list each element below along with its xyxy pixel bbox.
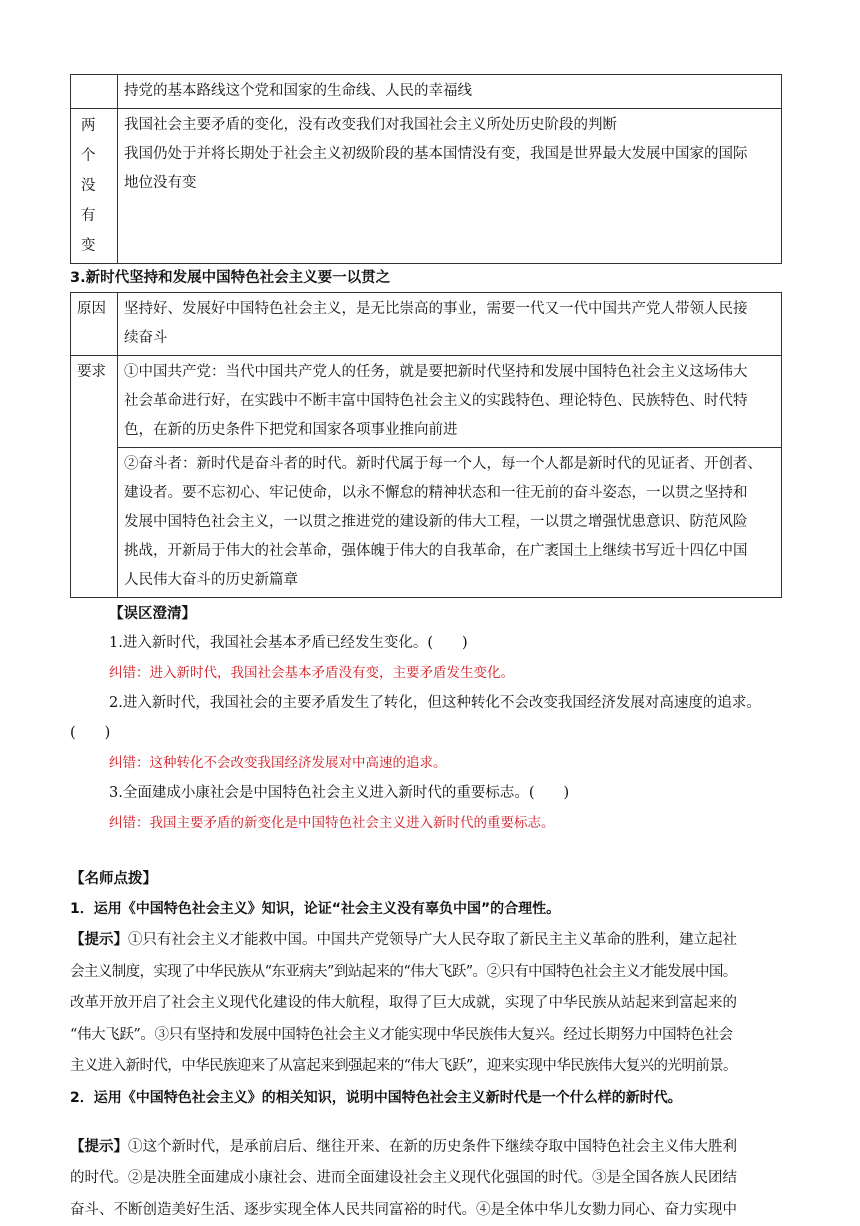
misconception-title: 【误区澄清】 [70, 600, 784, 628]
correction-item: 纠错：进入新时代，我国社会基本矛盾没有变，主要矛盾发生变化。 [70, 658, 784, 688]
section-heading: 3.新时代坚持和发展中国特色社会主义要一以贯之 [70, 264, 784, 292]
cell-line: 色，在新的历史条件下把党和国家各项事业推向前进 [124, 416, 775, 445]
cell-line: 挑战，开新局于伟大的社会革命，强体魄于伟大的自我革命，在广袤国土上继续书写近十四亿中国 [124, 537, 775, 566]
question-item: 1.进入新时代，我国社会基本矛盾已经发生变化。( ) [70, 628, 784, 658]
table-row [71, 75, 782, 109]
tips-answer: 【提示】①只有社会主义才能救中国。中国共产党领导广大人民夺取了新民主主义革命的胜利，建立起社 会主义制度，实现了中华民族从“东亚病夫”到站起来的“伟大飞跃”。②只有中国特色社会主义才能发展中国。 改革开放开启了社会主义现代化建设的伟大航程，取得了巨大成就，实现了中华民族从站起来到富起来的 “伟大飞跃”。③只有坚持和发展中国特色社会主义才能实现中华民族伟大复兴。经过长期努力中国特色社会 主义进入新时代，中华民族迎来了从富起来到强起来的“伟大飞跃”，迎来实现中华民族伟大复兴的光明前景。 [70, 924, 784, 1083]
table-cell [118, 448, 782, 598]
cell-line: ②奋斗者：新时代是奋斗者的时代。新时代属于每一个人，每一个人都是新时代的见证者、开创者、 [124, 450, 775, 479]
tips-question: 1．运用《中国特色社会主义》知识，论证“社会主义没有辜负中国”的合理性。 [70, 894, 784, 924]
cell-line: 续奋斗 [124, 324, 775, 353]
table-cell [118, 356, 782, 448]
row-label-two-unchanged: 两个没有变 [71, 109, 118, 264]
cell-line: 我国仍处于并将长期处于社会主义初级阶段的基本国情没有变，我国是世界最大发展中国家的国际 [124, 140, 775, 169]
cell-line: 地位没有变 [124, 169, 775, 198]
cell-text: 持党的基本路线这个党和国家的生命线、人民的幸福线 [124, 83, 472, 99]
cell-line: ①中国共产党：当代中国共产党人的任务，就是要把新时代坚持和发展中国特色社会主义这场伟大 [124, 358, 775, 387]
tips-question: 2．运用《中国特色社会主义》的相关知识，说明中国特色社会主义新时代是一个什么样的新时代。 [70, 1083, 784, 1113]
table-row [71, 293, 782, 356]
table-cell [118, 293, 782, 356]
cell-line: 建设者。要不忘初心、牢记使命，以永不懈怠的精神状态和一往无前的奋斗姿态，一以贯之坚持和 [124, 479, 775, 508]
correction-item: 纠错：这种转化不会改变我国经济发展对中高速的追求。 [70, 748, 784, 778]
row-label-reason: 原因 [71, 293, 118, 356]
cell-line: 发展中国特色社会主义，一以贯之推进党的建设新的伟大工程，一以贯之增强忧患意识、防范风险 [124, 508, 775, 537]
table-consistency [70, 292, 782, 598]
tips-answer: 【提示】①这个新时代，是承前启后、继往开来、在新的历史条件下继续夺取中国特色社会主义伟大胜利 的时代。②是决胜全面建成小康社会、进而全面建设社会主义现代化强国的时代。③是全国各族人民团结 奋斗、不断创造美好生活、逐步实现全体人民共同富裕的时代。④是全体中华儿女勠力同心、奋力实现中 [70, 1131, 784, 1226]
misconception-section [70, 600, 784, 838]
cell-line: 坚持好、发展好中国特色社会主义，是无比崇高的事业，需要一代又一代中国共产党人带领人民接 [124, 295, 775, 324]
table-row [71, 109, 782, 264]
correction-item: 纠错：我国主要矛盾的新变化是中国特色社会主义进入新时代的重要标志。 [70, 808, 784, 838]
table-cell [118, 75, 782, 109]
cell-line: 人民伟大奋斗的历史新篇章 [124, 566, 775, 595]
question-item: 2.进入新时代，我国社会的主要矛盾发生了转化，但这种转化不会改变我国经济发展对高速度的追求。 ( ) [70, 688, 784, 748]
cell-line: 我国社会主要矛盾的变化，没有改变我们对我国社会主义所处历史阶段的判断 [124, 111, 775, 140]
table-cell-empty [71, 75, 118, 109]
question-item: 3.全面建成小康社会是中国特色社会主义进入新时代的重要标志。( ) [70, 778, 784, 808]
document-page [70, 74, 784, 1226]
table-two-unchanged [70, 74, 782, 264]
table-row [71, 356, 782, 448]
table-cell [118, 109, 782, 264]
row-label-require: 要求 [71, 356, 118, 598]
cell-line: 社会革命进行好，在实践中不断丰富中国特色社会主义的实践特色、理论特色、民族特色、时代特 [124, 387, 775, 416]
table-row [71, 448, 782, 598]
tips-title: 【名师点拨】 [70, 864, 784, 894]
